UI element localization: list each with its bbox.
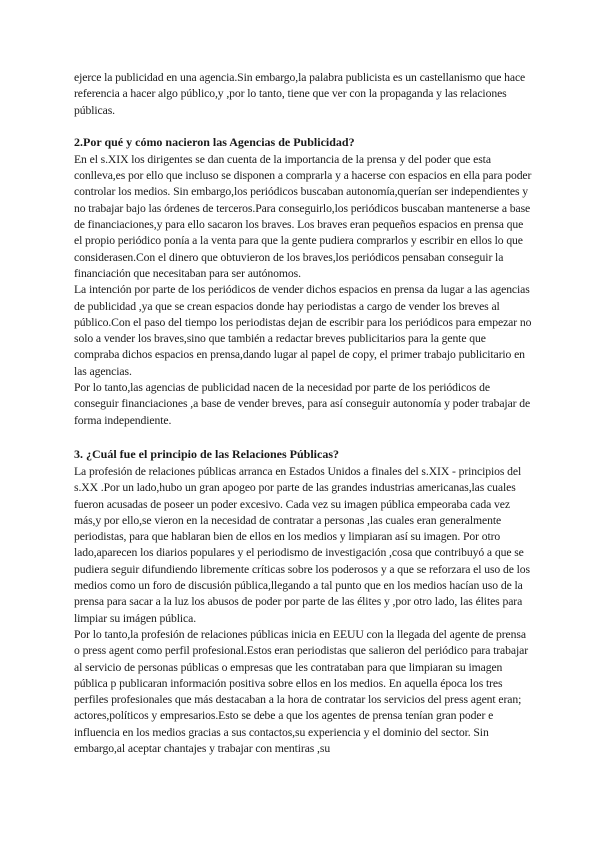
- intro-paragraph: ejerce la publicidad en una agencia.Sin embargo,la palabra publicista es un castellanismo que hace referencia a hacer algo público,y ,por lo tanto, tiene que ver con la propaganda y las relaciones públicas.: [74, 71, 526, 117]
- paragraph: La intención por parte de los periódicos de vender dichos espacios en prensa da lugar a las agencias de publicidad ,ya que se crean espacios donde hay periodistas a cargo de vender los breves al público.Con el paso del tiempo los periodistas dejan de escribir para los periódicos para empezar no solo a vender los braves,sino que también a redactar breves publicitarios para la gente que compraba dichos espacios en prensa,dando lugar al papel de copy, el primer trabajo publicitario en las agencias.: [74, 283, 532, 378]
- paragraph: Por lo tanto,la profesión de relaciones públicas inicia en EEUU con la llegada del agente de prensa o press agent como perfil profesional.Estos eran periodistas que salieron del periódico para trabajar al servicio de personas públicas o empresas que les contrataban para que limpiaran su imagen pública p publicaran información positiva sobre ellos en los medios. En aquella época los tres perfiles profesionales que más destacaban a la hora de contratar los servicios del press agent eran; actores,políticos y empresarios.Esto se debe a que los agentes de prensa tenían gran poder e influencia en los medios gracias a sus contactos,su experiencia y el dominio del sector. Sin embargo,al aceptar chantajes y trabajar con mentiras ,su: [74, 627, 528, 755]
- paragraph: La profesión de relaciones públicas arranca en Estados Unidos a finales del s.XIX - principios del s.XX .Por un lado,hubo un gran apogeo por parte de las grandes industrias americanas,las cuales fueron acusadas de poseer un poder excesivo. Cada vez su imagen pública empeoraba cada vez más,y por ello,se vieron en la necesidad de contratar a personas ,las cuales eran generalmente periodistas, para que hablaran bien de ellos en los medios y limpiaran así su imagen. Por otro lado,aparecen los diarios populares y el periodismo de investigación ,cosa que contribuyó a que se pudiera seguir difundiendo libremente críticas sobre los poderosos y a que se reforzara el uso de los medios como un foro de discusión pública,llegando a tal punto que en los medios hacían uso de la prensa para sacar a la luz los abusos de poder por parte de las élites y ,por otro lado, las élites para limpiar su imágen pública.: [74, 464, 530, 625]
- paragraph: En el s.XIX los dirigentes se dan cuenta de la importancia de la prensa y del poder que esta conlleva,es por ello que incluso se disponen a comprarla y a hacerse con espacios en ella para poder controlar los medios. Sin embargo,los periódicos buscaban autonomía,querían ser independientes y no trabajar bajo las órdenes de terceros.Para conseguirlo,los periódicos buscaban mantenerse a base de financiaciones,y para ello sacaron los braves. Los braves eran pequeños espacios en prensa que el propio periódico ponía a la venta para que la gente pudiera comprarlos y escribir en ellos lo que considerasen.Con el dinero que obtuvieron de los braves,los periódicos pensaban conseguir la financiación que necesitaban para ser autónomos.: [74, 152, 532, 280]
- section-heading-relaciones-publicas: 3. ¿Cuál fue el principio de las Relaciones Públicas?: [74, 446, 340, 461]
- section-heading-agencias: 2.Por qué y cómo nacieron las Agencias de Publicidad?: [74, 134, 355, 149]
- paragraph: Por lo tanto,las agencias de publicidad nacen de la necesidad por parte de los periódicos de conseguir financiaciones ,a base de vender breves, para así conseguir autonomía y poder trabajar de forma independiente.: [74, 381, 531, 427]
- document-body: [74, 70, 532, 757]
